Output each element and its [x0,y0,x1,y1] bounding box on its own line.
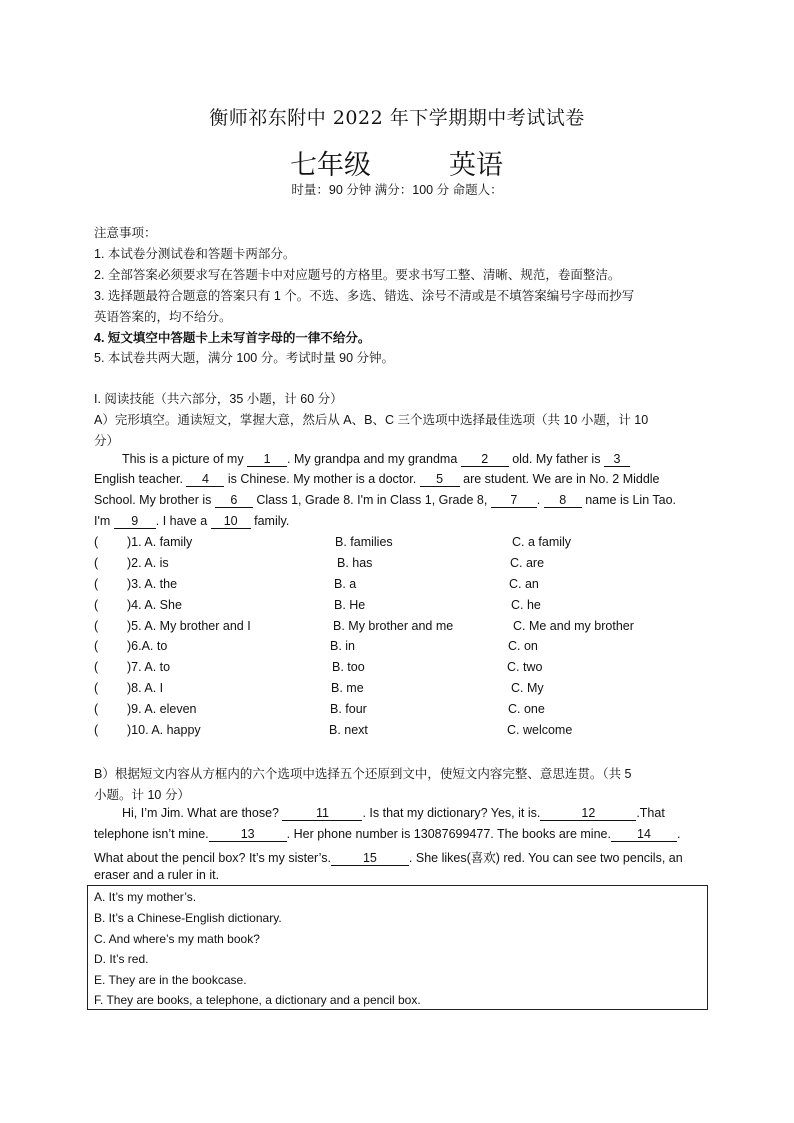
options-box [87,885,708,1010]
question-paren: ( [94,577,99,591]
question-option-b: B. next [329,723,368,737]
note-item: 3. 选择题最符合题意的答案只有 1 个。不选、多选、错选、涂号不清或是不填答案编号字母而抄写 [94,289,635,303]
question-paren: ( [94,723,99,737]
question-option-a: )9. A. eleven [127,702,197,716]
blank-7: 7 [491,493,537,508]
exam-title: 衡师祁东附中 2022 年下学期期中考试试卷 [209,107,585,129]
passage-line: This is a picture of my 1 . My grandpa and my grandma 2 old. My father is 3 [122,452,630,467]
question-option-b: B. four [330,702,367,716]
question-option-c: C. welcome [507,723,573,737]
question-option-a: )4. A. She [127,598,182,612]
question-option-b: B. He [334,598,366,612]
question-option-a: )5. A. My brother and I [127,619,251,633]
question-option-b: B. me [331,681,364,695]
question-option-b: B. in [330,639,356,653]
question-option-c: C. one [508,702,545,716]
option-d: D. It’s red. [94,952,149,966]
question-option-b: B. a [334,577,357,591]
blank-5: 5 [420,472,460,487]
grade-label: 七年级 [290,150,371,181]
question-option-c: C. two [507,660,543,674]
question-option-a: )6.A. to [127,639,168,653]
question-paren: ( [94,660,99,674]
question-option-c: C. Me and my brother [513,619,634,633]
question-paren: ( [94,681,99,695]
blank-10: 10 [211,514,251,529]
question-option-b: B. My brother and me [333,619,454,633]
blank-14: 14 [611,827,677,842]
note-item: 2. 全部答案必须要求写在答题卡中对应题号的方格里。要求书写工整、清晰、规范，卷面整洁。 [94,268,621,282]
passage-line: I'm 9 . I have a 10 family. [94,514,290,528]
option-f: F. They are books, a telephone, a dictionary and a pencil box. [94,993,421,1007]
question-option-a: )7. A. to [127,660,171,674]
blank-9: 9 [114,514,156,529]
blank-3: 3 [604,452,630,467]
question-paren: ( [94,556,99,570]
question-paren: ( [94,639,99,653]
blank-8: 8 [544,493,582,508]
question-option-a: )8. A. I [127,681,164,695]
note-item: 英语答案的，均不给分。 [94,310,232,324]
passage-b-line: Hi, I’m Jim. What are those? 11 . Is that my dictionary? Yes, it is. 12 .That [122,806,665,820]
blank-12: 12 [540,806,636,821]
question-option-c: C. on [508,639,538,653]
blank-2: 2 [461,452,509,467]
question-option-a: )1. A. family [127,535,193,549]
notes-heading: 注意事项： [94,226,157,240]
part-a-instruction: A）完形填空。通读短文，掌握大意，然后从 A、B、C 三个选项中选择最佳选项（共 10 小题，计 10 [94,413,649,427]
note-item: 1. 本试卷分测试卷和答题卡两部分。 [94,247,296,261]
blank-6: 6 [215,493,253,508]
passage-b-line: eraser and a ruler in it. [94,868,220,882]
question-option-a: )10. A. happy [127,723,201,737]
blank-13: 13 [209,827,287,842]
blank-15: 15 [331,851,409,866]
question-option-b: B. too [332,660,365,674]
blank-4: 4 [186,472,224,487]
passage-b-line: telephone isn’t mine. 13 . Her phone number is 13087699477. The books are mine. 14 . [94,827,681,841]
option-c: C. And where’s my math book? [94,932,260,946]
question-option-a: )3. A. the [127,577,178,591]
subject-label: 英语 [449,150,503,181]
exam-meta: 时量：90 分钟 满分：100 分 命题人： [291,183,503,197]
note-item: 5. 本试卷共两大题，满分 100 分。考试时量 90 分钟。 [94,351,395,365]
note-item: 4. 短文填空中答题卡上未写首字母的一律不给分。 [94,331,371,345]
question-option-c: C. he [511,598,541,612]
question-paren: ( [94,535,99,549]
passage-line: English teacher. 4 is Chinese. My mother is a doctor. 5 are student. We are in No. 2 Middle [94,472,660,486]
part-a-instruction-cont: 分） [94,434,120,448]
question-option-c: C. My [511,681,544,695]
question-paren: ( [94,619,99,633]
option-e: E. They are in the bookcase. [94,973,247,987]
question-paren: ( [94,598,99,612]
question-option-c: C. a family [512,535,572,549]
blank-1: 1 [247,452,287,467]
question-option-a: )2. A. is [127,556,169,570]
option-a: A. It’s my mother’s. [94,890,197,904]
blank-11: 11 [282,806,362,821]
passage-line: School. My brother is 6 Class 1, Grade 8. I'm in Class 1, Grade 8, 7 . 8 name is Lin Tao. [94,493,677,507]
option-b: B. It’s a Chinese-English dictionary. [94,911,282,925]
question-option-c: C. an [509,577,539,591]
section-heading: I. 阅读技能（共六部分，35 小题，计 60 分） [94,392,343,406]
part-b-instruction-cont: 小题。计 10 分） [94,788,190,802]
passage-b-line: What about the pencil box? It’s my sister’s. 15 . She likes(喜欢) red. You can see two pencils, an [94,851,683,865]
question-option-b: B. has [337,556,373,570]
question-paren: ( [94,702,99,716]
part-b-instruction: B）根据短文内容从方框内的六个选项中选择五个还原到文中，使短文内容完整、意思连贯。（共 5 [94,767,632,781]
question-option-b: B. families [335,535,393,549]
question-option-c: C. are [510,556,545,570]
